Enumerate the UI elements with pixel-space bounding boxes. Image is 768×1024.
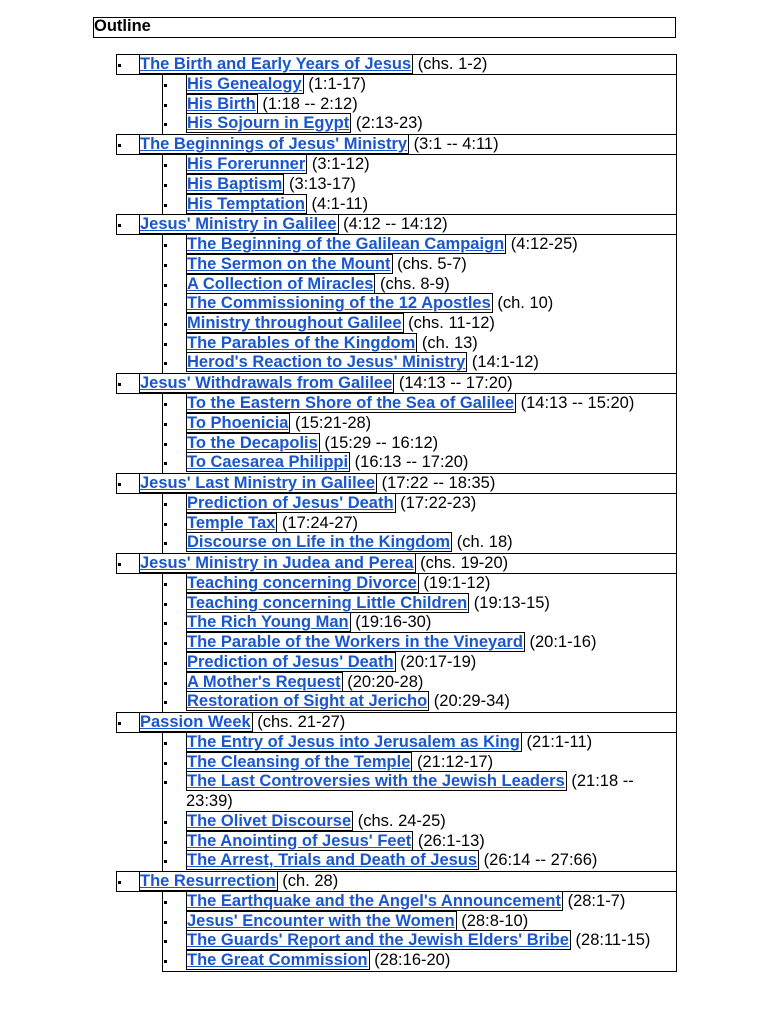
subsection-link[interactable]: Ministry throughout Galilee — [187, 314, 402, 333]
section-reference: (chs. 19-20) — [415, 554, 509, 573]
list-item — [163, 892, 676, 912]
list-item — [163, 574, 676, 594]
list-item — [163, 353, 676, 373]
bullet-icon — [118, 722, 121, 725]
subsection-list — [162, 75, 677, 134]
subsection-link[interactable]: His Birth — [187, 94, 256, 113]
subsection-reference: (21:12-17) — [412, 752, 494, 771]
subsection-link[interactable]: The Anointing of Jesus' Feet — [187, 831, 412, 850]
list-item — [163, 533, 676, 553]
section-heading-text — [139, 215, 448, 233]
bullet-icon — [118, 144, 121, 147]
list-item — [163, 275, 676, 295]
subsection-reference: (26:1-13) — [413, 831, 485, 850]
subsection-reference: (19:1-12) — [418, 574, 491, 593]
bullet-icon — [118, 383, 121, 386]
subsection-reference: (21:18 -- 23:39) — [186, 772, 634, 811]
section-heading — [116, 134, 677, 155]
section-link[interactable]: Jesus' Last Ministry in Galilee — [140, 473, 376, 492]
bullet-icon — [164, 403, 167, 406]
section-heading — [116, 871, 677, 892]
list-item — [163, 314, 676, 334]
bullet-icon — [164, 781, 167, 784]
section-link[interactable]: The Beginnings of Jesus' Ministry — [140, 135, 408, 154]
subsection-reference: (17:22-23) — [395, 493, 477, 512]
list-item — [163, 851, 676, 871]
bullet-icon — [164, 323, 167, 326]
section-heading-text — [139, 713, 345, 731]
outline-list — [0, 54, 768, 972]
bullet-icon — [118, 224, 121, 227]
subsection-reference: (3:1-12) — [307, 155, 370, 174]
section-heading-text — [139, 872, 338, 890]
section-heading — [116, 712, 677, 733]
subsection-reference: (28:1-7) — [563, 891, 626, 910]
section-heading — [116, 373, 677, 394]
bullet-icon — [164, 642, 167, 645]
list-item — [163, 931, 676, 951]
subsection-link[interactable]: To the Eastern Shore of the Sea of Galilee — [187, 394, 515, 413]
bullet-icon — [164, 523, 167, 526]
list-item — [163, 114, 676, 134]
section-heading — [116, 473, 677, 494]
list-item — [163, 673, 676, 693]
subsection-link[interactable]: Jesus' Encounter with the Women — [187, 911, 455, 930]
bullet-icon — [164, 264, 167, 267]
bullet-icon — [164, 860, 167, 863]
subsection-link[interactable]: His Genealogy — [187, 75, 302, 93]
bullet-icon — [164, 362, 167, 365]
subsection-list — [162, 892, 677, 972]
list-item — [163, 75, 676, 95]
subsection-reference: (21:1-11) — [521, 732, 593, 751]
list-item — [163, 733, 676, 753]
subsection-link[interactable]: Restoration of Sight at Jericho — [187, 692, 428, 711]
subsection-reference: (chs. 8-9) — [375, 274, 450, 293]
bullet-icon — [164, 164, 167, 167]
subsection-reference: (28:8-10) — [456, 911, 529, 930]
list-item — [163, 414, 676, 434]
bullet-icon — [164, 821, 167, 824]
section-heading-text — [139, 55, 487, 73]
subsection-reference: (4:12-25) — [506, 235, 578, 254]
subsection-link[interactable]: Temple Tax — [187, 513, 276, 532]
section-link[interactable]: Jesus' Ministry in Judea and Perea — [140, 554, 414, 573]
list-item — [163, 494, 676, 514]
bullet-icon — [118, 881, 121, 884]
list-item — [163, 594, 676, 614]
list-item — [163, 653, 676, 673]
subsection-link[interactable]: A Mother's Request — [187, 672, 341, 691]
subsection-link[interactable]: The Guards' Report and the Jewish Elders' Bribe — [187, 931, 569, 950]
section-link[interactable]: Jesus' Ministry in Galilee — [140, 215, 337, 234]
bullet-icon — [164, 542, 167, 545]
subsection-reference: (14:13 -- 15:20) — [516, 394, 635, 413]
list-item — [163, 772, 676, 811]
subsection-link[interactable]: Prediction of Jesus' Death — [187, 652, 394, 671]
list-item — [163, 235, 676, 255]
subsection-link[interactable]: The Entry of Jesus into Jerusalem as King — [187, 732, 520, 751]
bullet-icon — [118, 64, 121, 67]
subsection-link[interactable]: The Parables of the Kingdom — [187, 333, 416, 352]
section-link[interactable]: The Resurrection — [140, 871, 276, 890]
subsection-reference: (19:13-15) — [469, 593, 550, 612]
bullet-icon — [164, 583, 167, 586]
list-item — [163, 951, 676, 971]
subsection-reference: (chs. 24-25) — [353, 811, 446, 830]
section-reference: (chs. 1-2) — [413, 55, 488, 73]
subsection-link[interactable]: Teaching concerning Divorce — [187, 574, 417, 593]
bullet-icon — [164, 104, 167, 107]
subsection-list — [162, 235, 677, 373]
subsection-link[interactable]: Discourse on Life in the Kingdom — [187, 533, 451, 552]
subsection-reference: (16:13 -- 17:20) — [350, 453, 469, 472]
subsection-reference: (ch. 13) — [417, 333, 478, 352]
subsection-link[interactable]: To Caesarea Philippi — [187, 453, 349, 472]
subsection-list — [162, 494, 677, 553]
subsection-reference: (17:24-27) — [277, 513, 359, 532]
list-item — [163, 255, 676, 275]
section-heading-text — [139, 374, 513, 392]
bullet-icon — [164, 462, 167, 465]
subsection-link[interactable]: His Baptism — [187, 174, 283, 193]
bullet-icon — [164, 184, 167, 187]
subsection-reference: (28:11-15) — [570, 931, 651, 950]
subsection-reference: (14:1-12) — [467, 353, 539, 372]
bullet-icon — [164, 423, 167, 426]
subsection-link[interactable]: The Beginning of the Galilean Campaign — [187, 235, 505, 254]
subsection-reference: (20:29-34) — [429, 692, 510, 711]
section-reference: (3:1 -- 4:11) — [409, 135, 499, 154]
list-item — [163, 753, 676, 773]
bullet-icon — [164, 662, 167, 665]
subsection-list — [162, 155, 677, 214]
bullet-icon — [164, 123, 167, 126]
subsection-link[interactable]: The Last Controversies with the Jewish Leaders — [187, 772, 565, 791]
list-item — [163, 514, 676, 534]
subsection-reference: (ch. 10) — [492, 294, 554, 313]
bullet-icon — [164, 343, 167, 346]
section-heading — [116, 214, 677, 235]
subsection-reference: (15:29 -- 16:12) — [319, 433, 439, 452]
list-item — [163, 394, 676, 414]
list-item — [163, 812, 676, 832]
subsection-reference: (20:17-19) — [395, 652, 477, 671]
list-item — [163, 453, 676, 473]
subsection-reference: (ch. 18) — [452, 533, 513, 552]
bullet-icon — [118, 483, 121, 486]
outline-title-text: Outline — [94, 17, 151, 35]
bullet-icon — [164, 503, 167, 506]
list-item — [163, 633, 676, 653]
bullet-icon — [164, 303, 167, 306]
list-item — [163, 434, 676, 454]
bullet-icon — [164, 742, 167, 745]
bullet-icon — [164, 901, 167, 904]
subsection-link[interactable]: The Parable of the Workers in the Vineyard — [187, 633, 523, 652]
bullet-icon — [164, 701, 167, 704]
subsection-reference: (3:13-17) — [284, 174, 356, 193]
subsection-link[interactable]: His Temptation — [187, 194, 305, 213]
bullet-icon — [164, 284, 167, 287]
list-item — [163, 832, 676, 852]
section-reference: (4:12 -- 14:12) — [338, 215, 448, 234]
outline-title — [93, 17, 676, 38]
section-heading-text — [139, 554, 508, 572]
subsection-link[interactable]: The Commissioning of the 12 Apostles — [187, 294, 491, 313]
section-link[interactable]: Jesus' Withdrawals from Galilee — [140, 374, 393, 393]
subsection-reference: (4:1-11) — [306, 194, 369, 213]
subsection-reference: (28:16-20) — [369, 951, 451, 970]
list-item — [163, 692, 676, 712]
subsection-reference: (15:21-28) — [290, 413, 372, 432]
bullet-icon — [164, 204, 167, 207]
subsection-link[interactable]: To the Decapolis — [187, 433, 318, 452]
bullet-icon — [164, 622, 167, 625]
section-link[interactable]: The Birth and Early Years of Jesus — [140, 55, 412, 73]
subsection-reference: (2:13-23) — [351, 114, 423, 133]
list-item — [163, 334, 676, 354]
bullet-icon — [164, 84, 167, 87]
list-item — [163, 175, 676, 195]
bullet-icon — [164, 443, 167, 446]
section-heading — [116, 553, 677, 574]
section-link[interactable]: Passion Week — [140, 712, 251, 731]
subsection-list — [162, 733, 677, 871]
subsection-reference: (19:16-30) — [350, 613, 432, 632]
subsection-link[interactable]: The Olivet Discourse — [187, 811, 352, 830]
subsection-link[interactable]: His Sojourn in Egypt — [187, 114, 350, 133]
subsection-reference: (1:18 -- 2:12) — [257, 94, 358, 113]
subsection-reference: (chs. 11-12) — [403, 314, 495, 333]
section-reference: (14:13 -- 17:20) — [394, 374, 513, 393]
section-reference: (chs. 21-27) — [252, 712, 346, 731]
subsection-link[interactable]: Herod's Reaction to Jesus' Ministry — [187, 353, 466, 372]
subsection-link[interactable]: His Forerunner — [187, 155, 306, 174]
bullet-icon — [164, 921, 167, 924]
section-heading — [116, 54, 677, 75]
subsection-link[interactable]: Teaching concerning Little Children — [187, 593, 468, 612]
section-reference: (17:22 -- 18:35) — [377, 473, 496, 492]
subsection-link[interactable]: To Phoenicia — [187, 413, 289, 432]
subsection-reference: (20:1-16) — [524, 633, 597, 652]
subsection-link[interactable]: A Collection of Miracles — [187, 274, 374, 293]
list-item — [163, 613, 676, 633]
list-item — [163, 95, 676, 115]
bullet-icon — [164, 940, 167, 943]
list-item — [163, 195, 676, 215]
subsection-link[interactable]: The Earthquake and the Angel's Announcement — [187, 891, 561, 910]
subsection-reference: (20:20-28) — [342, 672, 424, 691]
list-item — [163, 912, 676, 932]
subsection-link[interactable]: Prediction of Jesus' Death — [187, 493, 394, 512]
subsection-reference: (26:14 -- 27:66) — [479, 851, 598, 870]
bullet-icon — [164, 762, 167, 765]
subsection-link[interactable]: The Arrest, Trials and Death of Jesus — [187, 851, 478, 870]
subsection-list — [162, 574, 677, 712]
bullet-icon — [164, 682, 167, 685]
bullet-icon — [164, 841, 167, 844]
subsection-link[interactable]: The Sermon on the Mount — [187, 254, 391, 273]
list-item — [163, 155, 676, 175]
subsection-link[interactable]: The Great Commission — [187, 951, 368, 970]
section-reference: (ch. 28) — [277, 871, 339, 890]
bullet-icon — [164, 244, 167, 247]
subsection-reference: (1:1-17) — [303, 75, 366, 93]
subsection-link[interactable]: The Rich Young Man — [187, 613, 349, 632]
bullet-icon — [164, 603, 167, 606]
bullet-icon — [118, 563, 121, 566]
list-item — [163, 294, 676, 314]
subsection-reference: (chs. 5-7) — [392, 254, 467, 273]
subsection-link[interactable]: The Cleansing of the Temple — [187, 752, 411, 771]
bullet-icon — [164, 960, 167, 963]
section-heading-text — [139, 135, 499, 153]
section-heading-text — [139, 474, 495, 492]
subsection-list — [162, 394, 677, 473]
